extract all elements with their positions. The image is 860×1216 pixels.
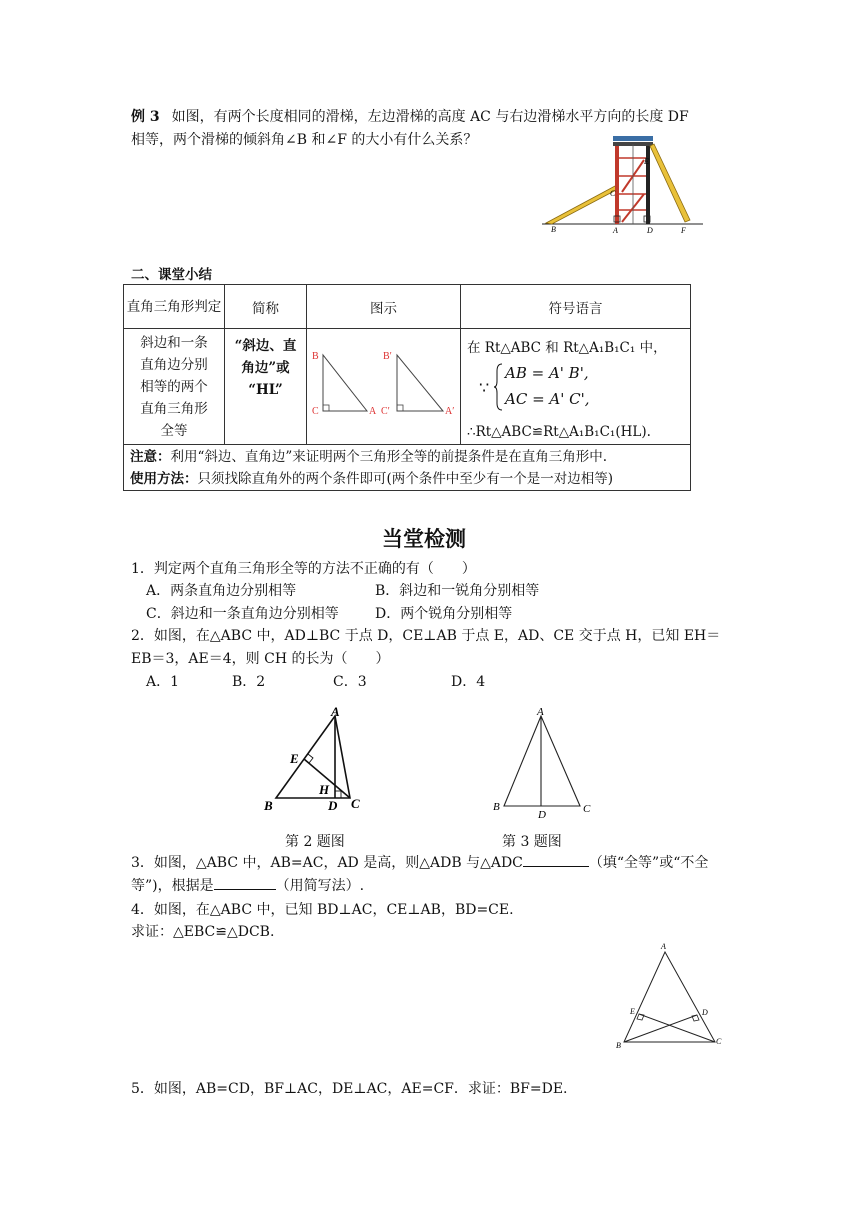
q2-line2: EB＝3，AE＝4，则 CH 的长为（ ） [131, 651, 390, 667]
q3-figure [488, 702, 598, 820]
q1-stem: 1．判定两个直角三角形全等的方法不正确的有（ ） [131, 561, 476, 577]
abbr-cell: “斜边、直 角边”或 “HL” [225, 329, 307, 445]
slide-label-e: E [644, 157, 649, 166]
symbol-cell [461, 329, 691, 445]
q1-option-d: D．两个锐角分别相等 [375, 606, 513, 622]
example3-text1: 如图，有两个长度相同的滑梯，左边滑梯的高度 AC 与右边滑梯水平方向的长度 DF [171, 109, 689, 125]
q1-option-c: C．斜边和一条直角边分别相等 [146, 606, 339, 622]
hl-label-c-prime: C′ [380, 405, 390, 417]
q2-option-a: A．1 [146, 674, 180, 690]
slide-label-b: B [551, 225, 556, 234]
example3-label: 例 3 [131, 109, 160, 125]
slide-figure [538, 132, 708, 238]
note-text: 利用“斜边、直角边”来证明两个三角形全等的前提条件是在直角三角形中. [170, 448, 608, 465]
q3-line2 [131, 875, 364, 897]
q3-text2b: （用简写法）. [275, 878, 365, 894]
slide-label-c: C [610, 189, 616, 198]
q5-line1: 5．如图，AB=CD，BF⊥AC，DE⊥AC，AE=CF．求证：BF=DE. [131, 1081, 568, 1097]
q3-text2a: 等”)，根据是 [131, 878, 214, 894]
slide-label-a: A [613, 226, 618, 235]
note-cell [124, 445, 691, 491]
q3-caption: 第 3 题图 [502, 834, 562, 850]
summary-heading: 二、课堂小结 [131, 267, 212, 283]
q2-caption: 第 2 题图 [285, 834, 345, 850]
example3-line1 [131, 106, 689, 128]
q4-line1: 4．如图，在△ABC 中，已知 BD⊥AC，CE⊥AB，BD=CE. [131, 902, 514, 918]
example3-line2: 相等，两个滑梯的倾斜角∠B 和∠F 的大小有什么关系？ [131, 132, 478, 148]
q3-label-a: A [537, 706, 544, 718]
q2-label-h: H [319, 782, 330, 797]
hl-label-a-prime: A′ [444, 405, 454, 417]
header-symbol: 符号语言 [461, 285, 691, 329]
because-sign: ∵ [479, 377, 490, 397]
condition-2: AC = A' C', [505, 389, 590, 408]
q2-label-c: C [351, 796, 360, 811]
summary-table [123, 284, 691, 491]
note-label: 注意： [130, 448, 171, 465]
q1-option-a: A．两条直角边分别相等 [146, 583, 297, 599]
q3-line1 [131, 852, 708, 874]
hl-label-a: A [368, 405, 376, 417]
q4-label-d: D [702, 1008, 708, 1017]
q1-option-b: B．斜边和一锐角分别相等 [375, 583, 540, 599]
slide-label-d: D [647, 226, 653, 235]
q3-label-d: D [538, 809, 546, 820]
q3-blank-1[interactable] [523, 852, 589, 867]
slide-label-f: F [681, 226, 686, 235]
test-heading: 当堂检测 [382, 527, 466, 551]
q2-label-e: E [290, 751, 299, 766]
header-criterion: 直角三角形判定 [124, 285, 225, 329]
conclusion: ∴Rt△ABC≌Rt△A₁B₁C₁(HL). [467, 423, 651, 440]
diagram-cell [307, 329, 461, 445]
symbol-intro: 在 Rt△ABC 和 Rt△A₁B₁C₁ 中， [467, 339, 667, 356]
condition-1: AB = A' B', [505, 363, 589, 382]
q3-text1a: 3．如图，△ABC 中，AB=AC，AD 是高，则△ADB 与△ADC [131, 855, 523, 871]
q4-label-b: B [616, 1041, 621, 1050]
q2-label-a: A [331, 704, 340, 719]
usage-label: 使用方法： [130, 470, 198, 487]
q3-text1b: （填“全等”或“不全 [588, 855, 709, 871]
q2-line1: 2．如图，在△ABC 中，AD⊥BC 于点 D，CE⊥AB 于点 E，AD、CE 交于点 H，已知 EH＝ [131, 628, 721, 644]
q4-figure [612, 940, 732, 1052]
q2-figure [260, 702, 370, 814]
usage-text: 只须找除直角外的两个条件即可(两个条件中至少有一个是一对边相等) [197, 470, 614, 487]
header-abbr: 简称 [225, 285, 307, 329]
q3-blank-2[interactable] [214, 875, 276, 890]
brace-icon [493, 363, 503, 411]
q2-option-b: B．2 [232, 674, 266, 690]
hl-label-b: B [311, 350, 319, 362]
q2-label-b: B [264, 798, 273, 813]
q3-label-c: C [583, 803, 591, 815]
criterion-cell: 斜边和一条 直角边分别 相等的两个 直角三角形 全等 [124, 329, 225, 445]
q4-label-e: E [630, 1007, 635, 1016]
hl-label-b-prime: B′ [382, 350, 392, 362]
hl-label-c: C [311, 405, 319, 417]
q3-label-b: B [493, 801, 500, 813]
q2-label-d: D [328, 798, 338, 813]
q4-label-c: C [716, 1037, 722, 1046]
q4-line2: 求证：△EBC≌△DCB. [131, 924, 275, 940]
hl-triangles [309, 345, 459, 425]
q4-label-a: A [661, 942, 666, 951]
header-diagram: 图示 [307, 285, 461, 329]
q2-option-d: D．4 [451, 674, 486, 690]
q2-option-c: C．3 [333, 674, 367, 690]
